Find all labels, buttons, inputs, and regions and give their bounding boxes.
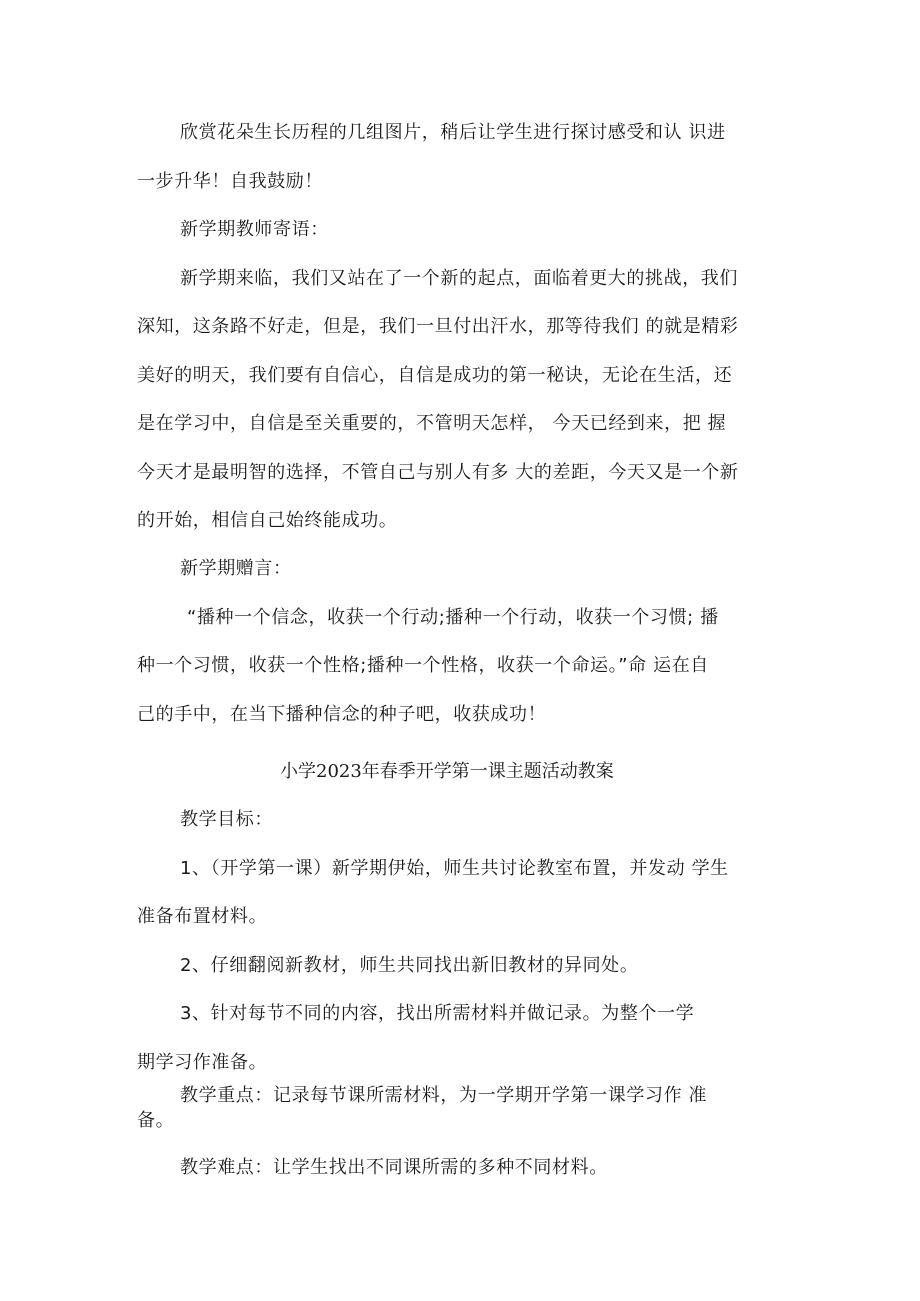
list-item-goal-3: 3、针对每节不同的内容，找出所需材料并做记录。为整个一学 [180, 1003, 695, 1024]
paragraph-line: 深知，这条路不好走，但是，我们一旦付出汗水，那等待我们 的就是精彩 [137, 316, 739, 337]
paragraph-line: 种一个习惯，收获一个性格;播种一个性格，收获一个命运。”命 运在自 [137, 655, 709, 676]
list-item-goal-1: 1、（开学第一课）新学期伊始，师生共讨论教室布置，并发动 学生 [180, 858, 729, 879]
list-item-goal-2: 2、仔细翻阅新教材，师生共同找出新旧教材的异同处。 [180, 955, 639, 976]
section-heading-teacher-message: 新学期教师寄语： [180, 219, 329, 240]
list-item-goal-3-continued: 期学习作准备。 [137, 1052, 268, 1073]
teaching-key-point: 教学重点：记录每节课所需材料，为一学期开学第一课学习作 准 [180, 1085, 708, 1106]
paragraph-line: 美好的明天，我们要有自信心，自信是成功的第一秘诀，无论在生活，还 [137, 365, 733, 386]
paragraph-line: “播种一个信念，收获一个行动;播种一个行动，收获一个习惯; 播 [187, 607, 719, 628]
paragraph-line: 己的手中，在当下播种信念的种子吧，收获成功！ [137, 704, 547, 725]
teaching-key-point-continued: 备。 [137, 1110, 175, 1131]
paragraph-line: 欣赏花朵生长历程的几组图片，稍后让学生进行探讨感受和认 识进 [180, 122, 726, 143]
section-heading-teaching-goals: 教学目标： [180, 809, 273, 830]
paragraph-line: 新学期来临，我们又站在了一个新的起点，面临着更大的挑战，我们 [180, 268, 738, 289]
paragraph-line: 的开始，相信自己始终能成功。 [137, 510, 398, 531]
paragraph-line: 今天才是最明智的选择，不管自己与别人有多 大的差距，今天又是一个新 [137, 462, 739, 483]
section-heading-gift-words: 新学期赠言： [180, 558, 292, 579]
document-title: 小学2023年春季开学第一课主题活动教案 [280, 761, 614, 782]
list-item-goal-1-continued: 准备布置材料。 [137, 906, 268, 927]
paragraph-line: 一步升华！自我鼓励！ [137, 171, 323, 192]
teaching-difficulty: 教学难点：让学生找出不同课所需的多种不同材料。 [180, 1157, 608, 1178]
paragraph-line: 是在学习中，自信是至关重要的，不管明天怎样， 今天已经到来，把 握 [137, 413, 727, 434]
